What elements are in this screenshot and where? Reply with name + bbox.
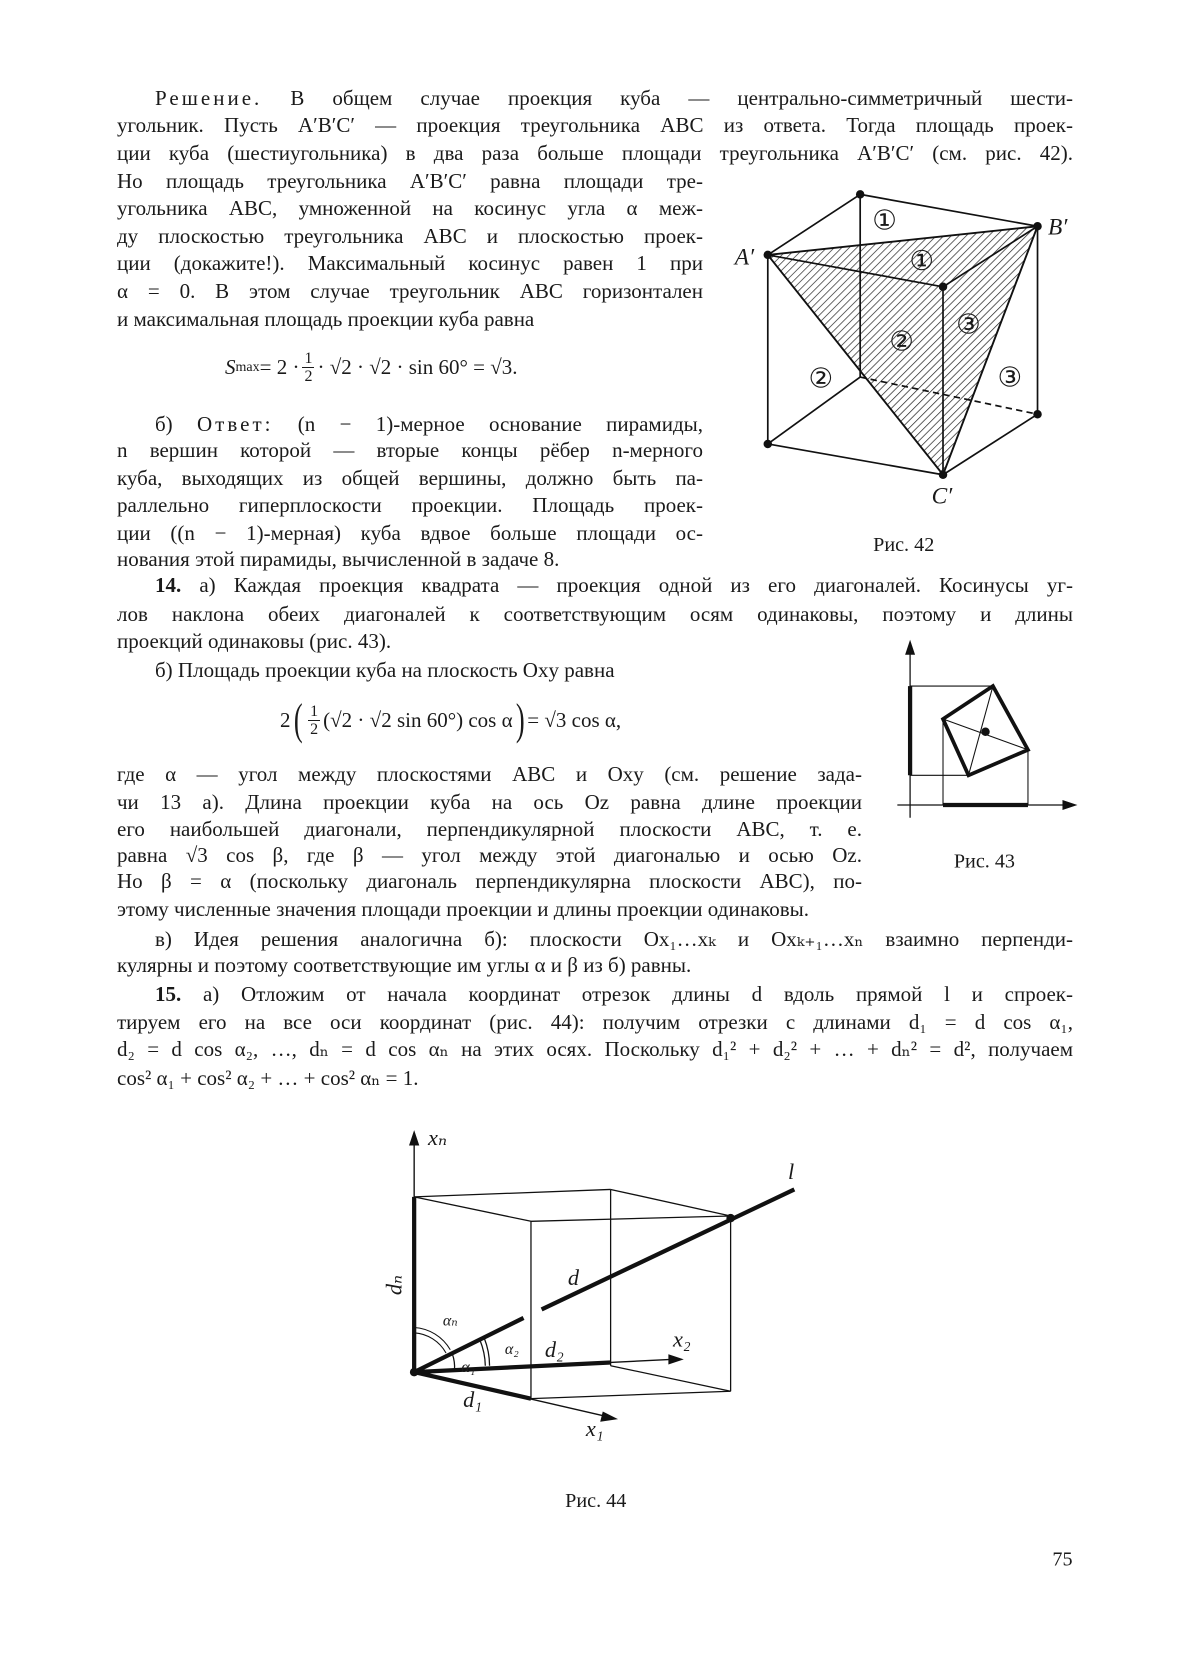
text: б) <box>155 412 197 436</box>
region-2-label: ② <box>809 363 834 394</box>
text-line: равна √3 cos β, где β — угол между этой диагональю и осью Oz. <box>117 842 862 868</box>
answer-label: Ответ: <box>197 412 273 436</box>
text-line: ции куба (шестиугольника) в два раза больше площади треугольника A′B′C′ (см. рис. 42). <box>117 140 1073 166</box>
label-c-prime: C′ <box>932 483 954 509</box>
text-line: в) Идея решения аналогична б): плоскости Ox₁…xₖ и Oxₖ₊₁…xₙ взаимно перпенди- <box>117 926 1073 952</box>
label-alpha-n: αₙ <box>443 1312 458 1329</box>
label-l: l <box>788 1159 794 1184</box>
text-line: раллельно гиперплоскости проекции. Площадь проек- <box>117 492 703 518</box>
f-part: 2 <box>280 708 291 733</box>
text-line: ду плоскостью треугольника ABC и плоскостью проек- <box>117 223 703 249</box>
label-x1: x₁ <box>585 1416 604 1441</box>
text-line: нования этой пирамиды, вычисленной в задаче 8. <box>117 546 703 572</box>
text-line: проекций одинаковы (рис. 43). <box>117 628 862 654</box>
text: В общем случае проекция куба — центрально-симметричный шести- <box>262 86 1073 110</box>
f-s: S <box>225 355 236 380</box>
figures-layer <box>0 0 1200 1678</box>
book-page <box>0 0 1200 1678</box>
denominator: 2 <box>304 368 312 385</box>
text-line: n вершин которой — вторые концы рёбер n-мерного <box>117 437 703 463</box>
label-d2: d₂ <box>545 1337 564 1362</box>
text-line: чи 13 а). Длина проекции куба на ось Oz равна длине проекции <box>117 789 862 815</box>
text-line: Но площадь треугольника A′B′C′ равна площади тре- <box>117 168 703 194</box>
label-alpha-1: α₁ <box>461 1359 475 1376</box>
paren: ( <box>293 700 302 740</box>
paren: ) <box>516 700 525 740</box>
denominator: 2 <box>310 721 318 738</box>
text-line: кулярны и поэтому соответствующие им углы α и β из б) равны. <box>117 952 1073 978</box>
figure-43-square <box>897 641 1075 817</box>
f-part: = 2 · <box>260 355 300 380</box>
text-line: и максимальная площадь проекции куба равна <box>117 306 703 332</box>
label-d: d <box>568 1265 580 1290</box>
label-d1: d₁ <box>463 1387 482 1412</box>
text: а) Отложим от начала координат отрезок длины d вдоль прямой l и спроек- <box>181 982 1073 1006</box>
text: а) Каждая проекция квадрата — проекция одной из его диагоналей. Косинусы уг- <box>181 573 1073 597</box>
text-line: ции (докажите!). Максимальный косинус равен 1 при <box>117 250 703 276</box>
region-1-label: ① <box>909 245 934 276</box>
text-line: его наибольшей диагонали, перпендикулярной плоскости ABC, т. е. <box>117 816 862 842</box>
numerator: 1 <box>308 703 320 721</box>
text-line: б) Площадь проекции куба на плоскость Oxy равна <box>117 657 862 683</box>
label-a-prime: A′ <box>733 244 755 270</box>
numerator: 1 <box>302 350 314 368</box>
region-1-label: ① <box>872 204 897 235</box>
text-line: Но β = α (поскольку диагональ перпендикулярна плоскости ABC), по- <box>117 868 862 894</box>
text-line: α = 0. В этом случае треугольник ABC горизонтален <box>117 278 703 304</box>
figure-43-caption: Рис. 43 <box>954 851 1015 873</box>
text: (n − 1)-мерное основание пирамиды, <box>273 412 703 436</box>
label-xn: xₙ <box>427 1125 447 1150</box>
page-number: 75 <box>1052 1548 1072 1570</box>
region-3-label: ③ <box>956 309 981 340</box>
f-sub: max <box>236 360 260 376</box>
label-b-prime: B′ <box>1048 215 1068 241</box>
label-dn: dₙ <box>381 1275 406 1295</box>
solution-label: Решение. <box>155 86 262 110</box>
region-2-label: ② <box>889 326 914 357</box>
f-part: (√2 · √2 sin 60°) cos α <box>323 708 512 733</box>
text-line: тируем его на все оси координат (рис. 44): получим отрезки с длинами d₁ = d cos α₁, <box>117 1009 1073 1035</box>
figure-44-caption: Рис. 44 <box>565 1490 626 1512</box>
label-alpha-2: α₂ <box>505 1341 519 1358</box>
text-line: угольник. Пусть A′B′C′ — проекция треугольника ABC из ответа. Тогда площадь проек- <box>117 112 1073 138</box>
text-line: куба, выходящих из общей вершины, должно быть па- <box>117 465 703 491</box>
text-line: cos² α₁ + cos² α₂ + … + cos² αₙ = 1. <box>117 1065 1073 1091</box>
f-part: · √2 · √2 · sin 60° = √3. <box>317 355 517 380</box>
problem-number: 15. <box>155 982 181 1006</box>
text-line: лов наклона обеих диагоналей к соответствующим осям одинаковы, поэтому и длины <box>117 601 1073 627</box>
figure-44-cube <box>410 1132 794 1421</box>
text-line: ции ((n − 1)-мерная) куба вдвое больше площади ос- <box>117 520 703 546</box>
text-line: угольника ABC, умноженной на косинус угла α меж- <box>117 195 703 221</box>
f-part: = √3 cos α, <box>527 708 621 733</box>
label-x2: x₂ <box>672 1327 691 1352</box>
text-line: где α — угол между плоскостями ABC и Oxy (см. решение зада- <box>117 761 862 787</box>
problem-number: 14. <box>155 573 181 597</box>
figure-44-labels <box>381 1125 794 1441</box>
text-line: d₂ = d cos α₂, …, dₙ = d cos αₙ на этих осях. Поскольку d₁² + d₂² + … + dₙ² = d², получаем <box>117 1036 1073 1062</box>
text-line: этому численные значения площади проекции и длины проекции одинаковы. <box>117 896 1073 922</box>
region-3-label: ③ <box>998 362 1023 393</box>
figure-42-caption: Рис. 42 <box>873 534 934 556</box>
